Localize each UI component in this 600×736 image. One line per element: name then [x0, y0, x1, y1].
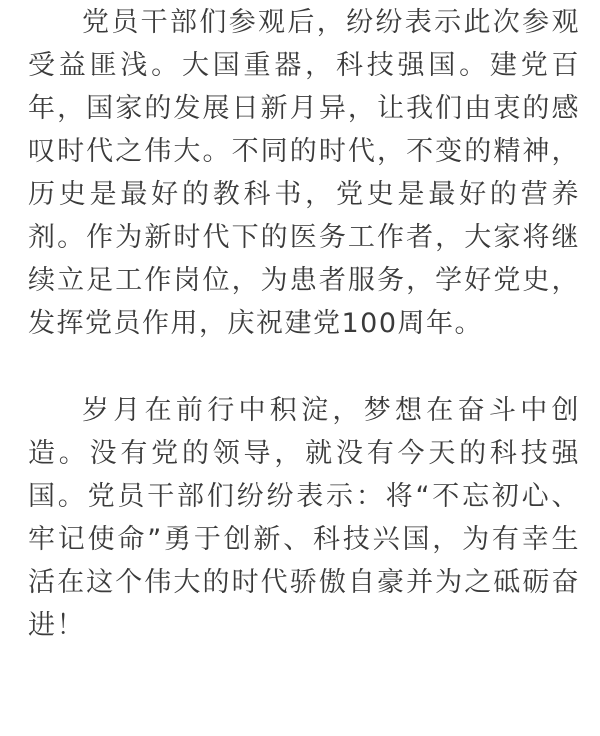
paragraph-visit-reflection: 党员干部们参观后，纷纷表示此次参观受益匪浅。大国重器，科技强国。建党百年，国家的发展日新月异，让我们由衷的感叹时代之伟大。不同的时代，不变的精神，历史是最好的教科书，党史是最好的营养剂。作为新时代下的医务工作者，大家将继续立足工作岗位，为患者服务，学好党史，发挥党员作用，庆祝建党100周年。 — [28, 7, 580, 339]
article-body — [28, 0, 580, 647]
paragraph-innovation-pledge: 岁月在前行中积淀，梦想在奋斗中创造。没有党的领导，就没有今天的科技强国。党员干部们纷纷表示：将“不忘初心、牢记使命”勇于创新、科技兴国，为有幸生活在这个伟大的时代骄傲自豪并为之砥砺奋进！ — [28, 395, 580, 641]
